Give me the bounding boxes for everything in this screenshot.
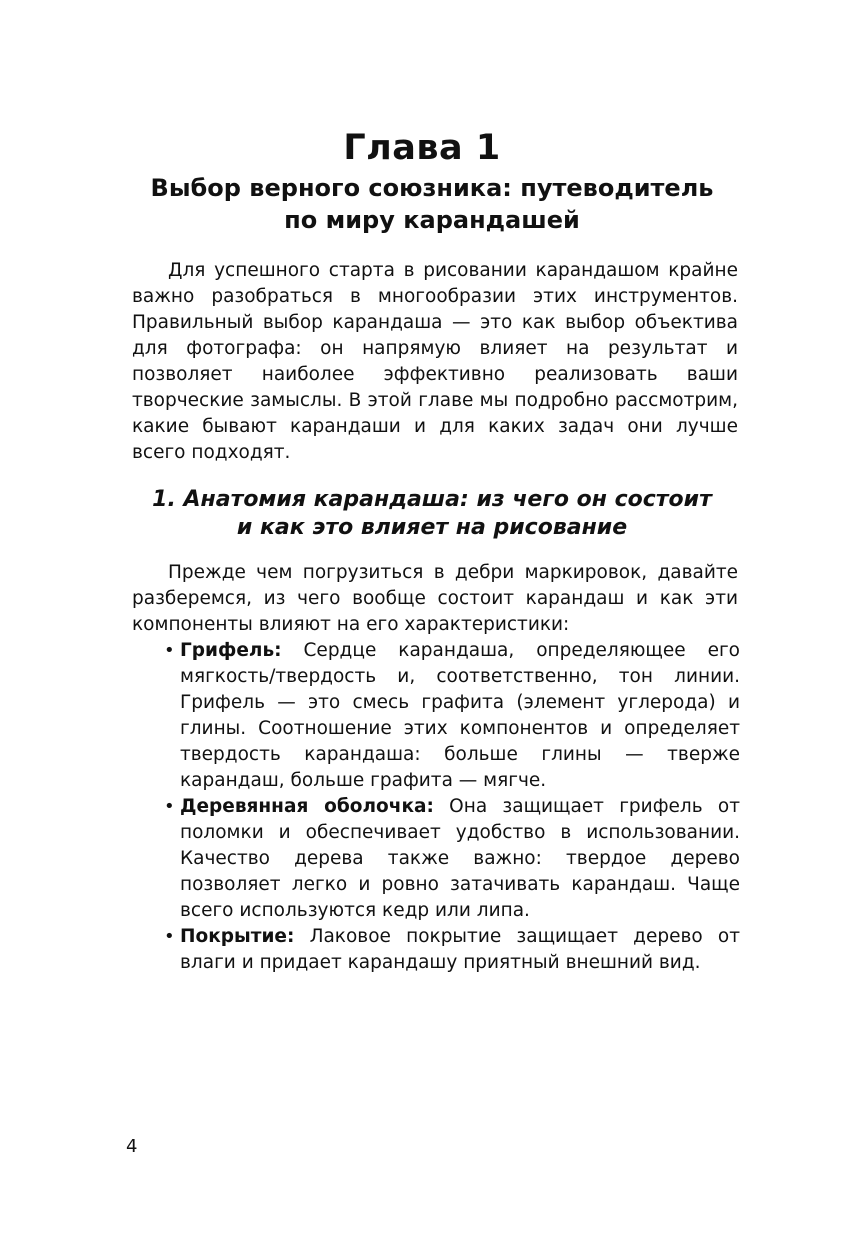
list-item-term: Грифель: [180,640,282,661]
section-title-line-2: и как это влияет на рисование [236,515,628,540]
bullet-dot-icon: • [164,926,175,947]
section-title [120,486,744,542]
bullet-dot-icon: • [164,796,175,817]
list-item-text: Сердце карандаша, определяющее его мягкость/твердость и, соответственно, тон линии. Грифель — это смесь графита (элемент углерода) и глины. Соотношение этих компонентов и определяет твердость карандаша: больше глины — тверже карандаш, больше графита — мягче. [180,640,740,791]
section-title-line-1: 1. Анатомия карандаша: из чего он состоит [152,487,712,512]
list-item [160,794,740,924]
list-item [160,924,740,976]
bullet-dot-icon: • [164,640,175,661]
list-item [160,638,740,794]
list-item-term: Деревянная оболочка: [180,796,434,817]
chapter-intro-paragraph: Для успешного старта в рисовании карандашом крайне важно разобраться в многообразии этих инструментов. Правильный выбор карандаша — это как выбор объектива для фотографа: он напрямую влияет на результат и позволяет наиболее эффективно реализовать ваши творческие замыслы. В этой главе мы подробно рассмотрим, какие бывают карандаши и для каких задач они лучше всего подходят. [132,260,738,463]
section-intro-paragraph: Прежде чем погрузиться в дебри маркировок, давайте разберемся, из чего вообще состоит карандаш и как эти компоненты влияют на его характеристики: [132,562,738,635]
list-item-term: Покрытие: [180,926,295,947]
chapter-subtitle-line-2: по миру карандашей [284,206,580,234]
components-list [160,638,740,976]
page-number: 4 [126,1136,138,1157]
chapter-subtitle [120,172,744,236]
list-item-text: Она защищает грифель от поломки и обеспечивает удобство в использовании. Качество дерева также важно: твердое дерево позволяет легко и ровно затачивать карандаш. Чаще всего используются кедр или липа. [180,796,740,921]
chapter-title: Глава 1 [343,128,501,168]
chapter-subtitle-line-1: Выбор верного союзника: путеводитель [150,174,714,202]
list-item-text: Лаковое покрытие защищает дерево от влаги и придает карандашу приятный внешний вид. [180,926,740,973]
